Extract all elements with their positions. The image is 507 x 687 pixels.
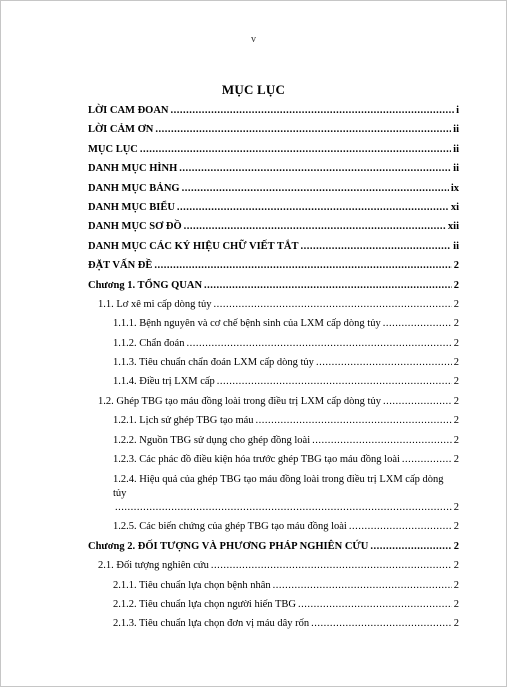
toc-entry[interactable] — [88, 276, 459, 295]
toc-entry-label: 1.2.4. Hiệu quả của ghép TBG tạo máu đồng loài trong điều trị LXM cấp dòng tủy — [113, 474, 444, 500]
toc-entry[interactable] — [88, 614, 459, 633]
toc-entry[interactable] — [88, 431, 459, 450]
toc-entry-page: 2 — [453, 521, 459, 533]
dot-leader — [204, 276, 452, 295]
toc-entry-page: ix — [450, 182, 459, 194]
toc-entry[interactable] — [88, 101, 459, 120]
toc-entry-label: ĐẶT VẤN ĐỀ — [88, 260, 153, 272]
toc-entry-page: 2 — [453, 337, 459, 349]
toc-entry-page: 2 — [453, 357, 459, 369]
toc-entry[interactable] — [88, 392, 459, 411]
toc-entry-label: DANH MỤC HÌNH — [88, 163, 178, 175]
dot-leader — [256, 411, 452, 430]
toc-entry[interactable] — [88, 314, 459, 333]
toc-entry-page: 2 — [453, 598, 459, 610]
toc-entry[interactable] — [88, 537, 459, 556]
dot-leader — [211, 556, 452, 575]
toc-entry-page: 2 — [453, 579, 459, 591]
toc-entry-page: ii — [453, 143, 459, 155]
toc-entry[interactable] — [88, 237, 459, 256]
toc-entry-page: 2 — [453, 540, 459, 552]
table-of-contents — [88, 101, 459, 634]
toc-entry-page: xii — [447, 221, 459, 233]
toc-entry-label: DANH MỤC BẢNG — [88, 182, 180, 194]
toc-entry-label: 2.1. Đối tượng nghiên cứu — [98, 560, 209, 572]
toc-entry[interactable] — [88, 334, 459, 353]
toc-entry[interactable] — [88, 411, 459, 430]
dot-leader — [184, 217, 446, 236]
toc-entry[interactable] — [88, 372, 459, 391]
toc-entry-label: DANH MỤC BIỂU — [88, 201, 175, 213]
dot-leader — [383, 392, 452, 411]
toc-entry-label: Chương 2. ĐỐI TƯỢNG VÀ PHƯƠNG PHÁP NGHIÊN CỨU — [88, 540, 369, 552]
toc-entry-label: 1.1.3. Tiêu chuẩn chẩn đoán LXM cấp dòng tủy — [113, 357, 314, 369]
dot-leader — [186, 334, 451, 353]
toc-entry[interactable] — [88, 120, 459, 139]
toc-entry[interactable] — [88, 576, 459, 595]
dot-leader — [273, 576, 452, 595]
toc-entry-page: i — [456, 105, 459, 116]
toc-entry[interactable] — [88, 179, 459, 198]
dot-leader — [171, 101, 455, 120]
toc-entry[interactable] — [88, 140, 459, 159]
toc-entry-label: 1.1.4. Điều trị LXM cấp — [113, 376, 215, 388]
toc-entry-page: 2 — [453, 279, 459, 291]
toc-entry-label: 2.1.1. Tiêu chuẩn lựa chọn bệnh nhân — [113, 579, 271, 591]
toc-entry-label: 2.1.3. Tiêu chuẩn lựa chọn đơn vị máu dây rốn — [113, 618, 310, 630]
toc-entry-label: 1.2.3. Các phác đồ điều kiện hóa trước ghép TBG tạo máu đồng loài — [113, 454, 400, 466]
toc-entry-page: 2 — [453, 434, 459, 446]
page-number: v — [251, 34, 256, 45]
toc-entry-page: 2 — [453, 298, 459, 310]
toc-entry-label: 1.2.1. Lịch sử ghép TBG tạo máu — [113, 415, 254, 427]
toc-entry-page: ii — [453, 124, 459, 136]
toc-entry-page: 2 — [453, 560, 459, 572]
dot-leader — [312, 431, 452, 450]
toc-entry-label: 1.2. Ghép TBG tạo máu đồng loài trong điều trị LXM cấp dòng tủy — [98, 395, 381, 407]
toc-entry[interactable] — [88, 198, 459, 217]
toc-entry-label: 1.2.2. Nguồn TBG sử dụng cho ghép đồng loài — [113, 434, 311, 446]
dot-leader — [217, 372, 452, 391]
toc-entry-page: 2 — [453, 260, 459, 272]
dot-leader — [383, 314, 452, 333]
toc-entry[interactable] — [88, 159, 459, 178]
toc-entry-page: ii — [453, 240, 459, 252]
toc-entry-page: 2 — [453, 454, 459, 466]
dot-leader — [115, 501, 452, 515]
toc-entry-label: MỤC LỤC — [88, 143, 138, 155]
dot-leader — [316, 353, 452, 372]
toc-entry[interactable] — [88, 517, 459, 536]
toc-entry-page: 2 — [453, 415, 459, 427]
dot-leader — [370, 537, 451, 556]
toc-entry-label: Chương 1. TỔNG QUAN — [88, 279, 203, 291]
dot-leader — [140, 140, 451, 159]
toc-entry-label: 1.1.2. Chẩn đoán — [113, 337, 185, 349]
dot-leader — [349, 517, 452, 536]
toc-entry-label: 1.2.5. Các biến chứng của ghép TBG tạo máu đồng loài — [113, 521, 347, 533]
toc-entry[interactable] — [88, 595, 459, 614]
toc-entry[interactable] — [88, 295, 459, 314]
toc-entry[interactable] — [88, 353, 459, 372]
toc-entry-page: 2 — [453, 395, 459, 407]
dot-leader — [213, 295, 451, 314]
dot-leader — [182, 179, 449, 198]
toc-entry[interactable] — [88, 256, 459, 275]
dot-leader — [311, 614, 452, 633]
toc-entry-label: 1.1. Lơ xê mi cấp dòng tủy — [98, 298, 212, 310]
toc-entry-label: LỜI CẢM ƠN — [88, 124, 154, 136]
toc-entry-label: 2.1.2. Tiêu chuẩn lựa chọn người hiến TBG — [113, 598, 296, 610]
toc-entry[interactable] — [88, 469, 459, 517]
toc-entry-page: 2 — [453, 502, 459, 514]
toc-entry-label: LỜI CAM ĐOAN — [88, 105, 169, 116]
toc-entry-page: 2 — [453, 618, 459, 630]
dot-leader — [402, 450, 452, 469]
dot-leader — [301, 237, 452, 256]
toc-entry-page: ii — [453, 163, 459, 175]
dot-leader — [179, 159, 451, 178]
toc-entry-label: DANH MỤC SƠ ĐỒ — [88, 221, 182, 233]
toc-entry-page: 2 — [453, 376, 459, 388]
dot-leader — [155, 120, 451, 139]
dot-leader — [177, 198, 449, 217]
toc-entry[interactable] — [88, 450, 459, 469]
dot-leader — [154, 256, 451, 275]
toc-entry-label: 1.1.1. Bệnh nguyên và cơ chế bệnh sinh của LXM cấp dòng tủy — [113, 318, 381, 330]
page-title: MỤC LỤC — [221, 82, 286, 97]
toc-entry-label: DANH MỤC CÁC KÝ HIỆU CHỮ VIẾT TẮT — [88, 240, 299, 252]
toc-entry[interactable] — [88, 217, 459, 236]
dot-leader — [298, 595, 452, 614]
toc-entry[interactable] — [88, 556, 459, 575]
toc-entry-page: xi — [450, 201, 459, 213]
toc-entry-page: 2 — [453, 318, 459, 330]
